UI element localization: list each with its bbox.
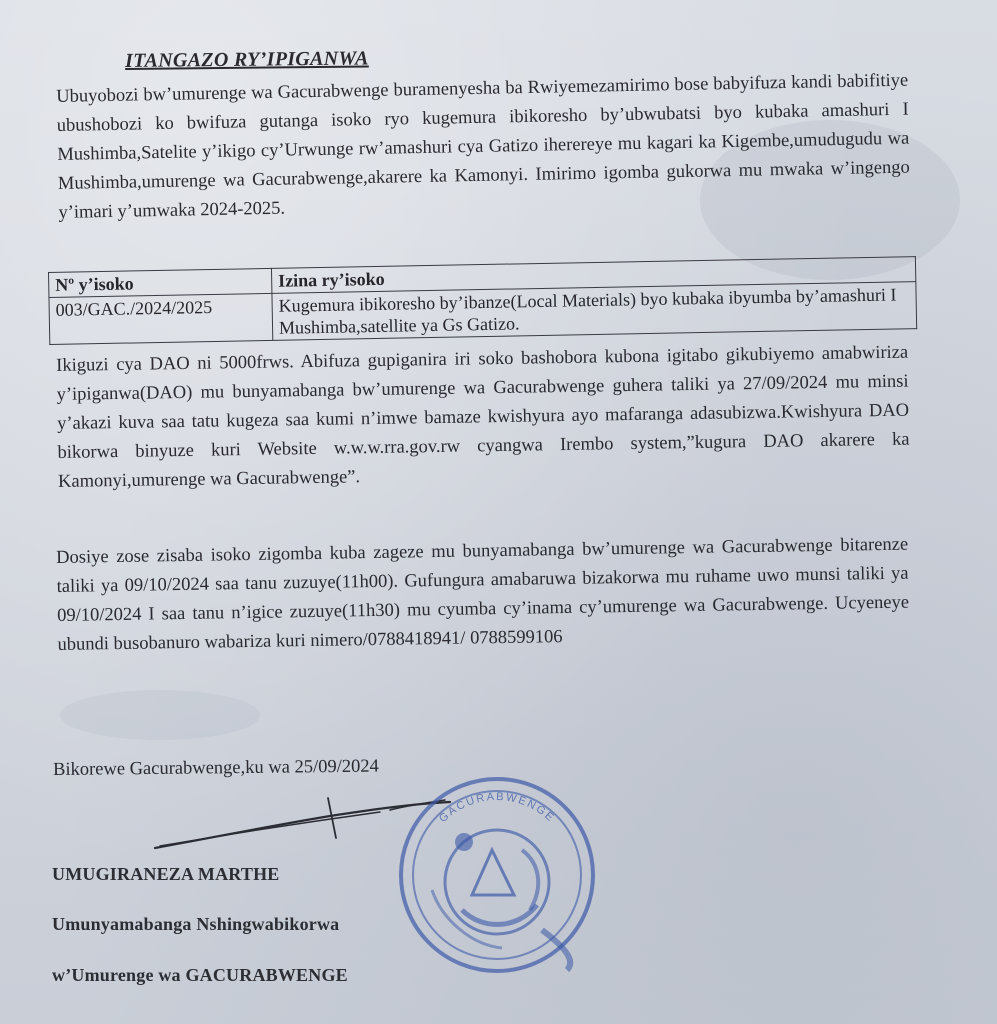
tender-number-cell: 003/GAC./2024/2025 (49, 293, 273, 344)
submission-paragraph: Dosiye zose zisaba isoko zigomba kuba zageze mu bunyamabanga bw’umurenge wa Gacurabwenge bitarenze taliki ya 09/10/2024 saa tanu zuzuye(11h00). Gufungura amabaruwa bizakorwa mu ruhame uwo munsi taliki ya 09/10/2024 I saa tanu n’igice zuzuye(11h30) mu cyumba cy’inama cy’umurenge wa Gacurabwenge. Ucyeneye ubundi busobanuro wabariza kuri nimero/0788418941/ 0788599106 (56, 534, 910, 655)
signer-office: w’Umurenge wa GACURABWENGE (52, 965, 348, 985)
dao-paragraph: Ikiguzi cya DAO ni 5000frws. Abifuza gupiganira iri soko bashobora kubona igitabo gikubiyemo amabwiriza y’ipiganwa(DAO) mu bunyamabanga bw’umurenge wa Gacurabwenge guhera taliki ya 27/09/2024 mu minsi y’akazi kuva saa tatu kugeza saa kumi n’imwe bamaze kwishyura ayo mafaranga adasubizwa.Kwishyura DAO bikorwa binyuze kuri Website w.w.w.rra.gov.rw cyangwa Irembo system,”kugura DAO akarere ka Kamonyi,umurenge wa Gacurabwenge”. (56, 342, 910, 492)
paper-shadow (60, 690, 260, 740)
table-header-number: Nº y’isoko (49, 268, 272, 297)
stamp-text: GACURABWENGE (436, 790, 558, 825)
svg-text:GACURABWENGE (437, 791, 557, 825)
tender-name-cell: Kugemura ibikoresho by’ibanze(Local Materials) byo kubaka ibyumba by’amashuri I Mushimba,satellite ya Gs Gatizo. (272, 282, 917, 341)
document-title: ITANGAZO RY’IPIGANWA (125, 47, 369, 72)
signed-at-line: Bikorewe Gacurabwenge,ku wa 25/09/2024 (53, 756, 379, 780)
tender-table-wrapper (48, 256, 917, 345)
official-stamp (392, 770, 602, 980)
intro-paragraph: Ubuyobozi bw’umurenge wa Gacurabwenge buramenyesha ba Rwiyemezamirimo bose babyifuza kandi babifitiye ubushobozi ko bwifuza gutanga isoko ryo kugemura ibikoresho by’ubwubatsi byo kubaka amashuri I Mushimba,Satelite y’ikigo cy’Urwunge rw’amashuri cya Gatizo iherereye mu kagari ka Kigembe,umudugudu wa Mushimba,umurenge wa Gacurabwenge,akarere ka Kamonyi. Imirimo igomba gukorwa mu mwaka w’ingengo y’imari y’umwaka 2024-2025. (56, 70, 910, 223)
signer-role: Umunyamabanga Nshingwabikorwa (52, 914, 340, 934)
signer-name: UMUGIRANEZA MARTHE (52, 864, 280, 884)
tender-table (48, 256, 917, 345)
table-header-name: Izina ry’isoko (271, 257, 915, 294)
